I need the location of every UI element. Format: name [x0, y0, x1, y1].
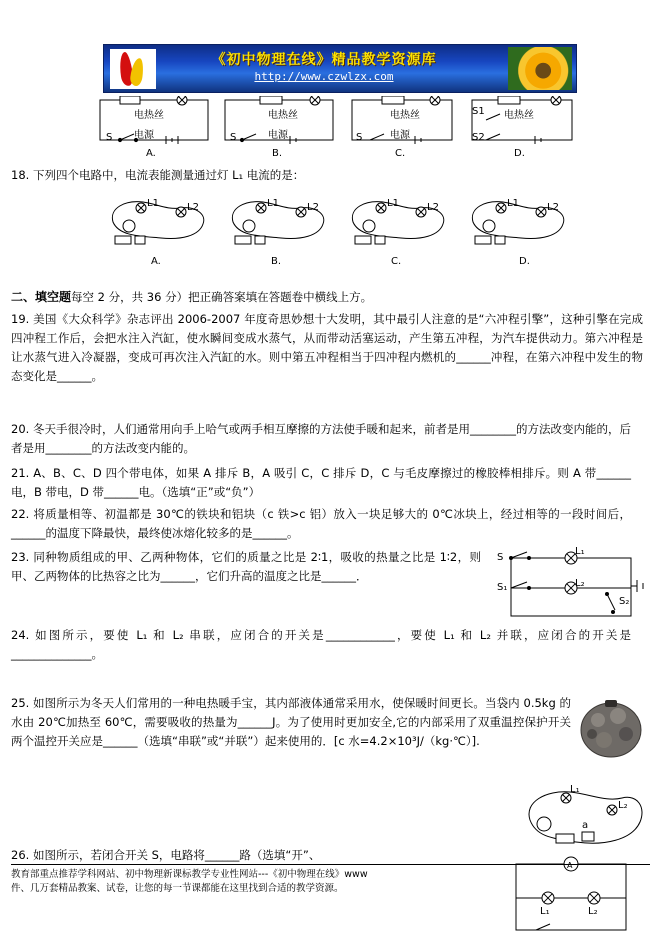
question-24-number: 24. — [11, 628, 30, 642]
figure-q26-photo — [520, 780, 648, 852]
figure-label-l1-c: L1 — [387, 198, 399, 209]
figure-label-s1-q24: S₁ — [497, 582, 508, 593]
question-25-text: 如图所示为冬天人们常用的一种电热暖手宝，其内部液体通常采用水，使保暖时间更长。当袋内 0.5kg 的水由 20℃加热至 60℃，需要吸收的热量为______J。为了使用时更加安全,它的内部采用了双重温控保护开关两个温控开关应是______（选填“串联”或“并联”）起来使用的．[c 水=4.2×10³J/（kg·℃）]. — [11, 696, 571, 748]
figure-label-switch-s1-d: S1 — [472, 106, 485, 117]
figure-label-l1-q26: L₁ — [570, 784, 580, 795]
figure-label-l1-q24: L₁ — [575, 546, 585, 557]
question-19-number: 19. — [11, 312, 30, 326]
figure-label-heating-wire-b: 电热丝 — [268, 110, 298, 121]
question-26-text: 如图所示，若闭合开关 S，电路将______路（选填“开”、 — [32, 848, 321, 862]
footer-divider — [11, 864, 650, 865]
question-19 — [11, 310, 643, 386]
figure-label-a-q26: a — [582, 820, 589, 831]
figure-label-switch-s-c: S — [356, 132, 363, 143]
question-26-number: 26. — [11, 848, 30, 862]
question-23-text: 同种物质组成的甲、乙两种物体，它们的质量之比是 2∶1，吸收的热量之比是 1∶2，则甲、乙两物体的比热容之比为______，它们升高的温度之比是______． — [11, 550, 482, 583]
figure-label-l1-d: L1 — [507, 198, 519, 209]
figure-label-l1-bottom: L₁ — [540, 906, 550, 917]
figure-label-s2-q24: S₂ — [619, 596, 630, 607]
figure-label-heating-wire-d: 电热丝 — [504, 110, 534, 121]
question-24-text: 如图所示，要使 L₁ 和 L₂ 串联，应闭合的开关是____________，要使 L₁ 和 L₂ 并联，应闭合的开关是______________。 — [11, 628, 631, 661]
figure-label-l2-b: L2 — [307, 202, 319, 213]
figure-label-source-c: 电源 — [390, 130, 410, 141]
question-18-text: 下列四个电路中，电流表能测量通过灯 L₁ 电流的是： — [32, 168, 305, 182]
option-label-b-18: B. — [271, 256, 282, 267]
question-25 — [11, 694, 571, 751]
question-21-number: 21. — [11, 466, 30, 480]
question-20-text: 冬天手很冷时，人们通常用向手上哈气或两手相互摩擦的方法使手暖和起来，前者是用________的方法改变内能的，后者是用________的方法改变内能的。 — [11, 422, 632, 455]
footer-line-1: 教育部重点推荐学科网站、初中物理新课标教学专业性网站---《初中物理在线》www — [11, 869, 368, 880]
figure-label-heating-wire-c: 电热丝 — [390, 110, 420, 121]
question-23 — [11, 548, 481, 586]
option-label-c-18: C. — [391, 256, 402, 267]
page-footer — [11, 868, 651, 896]
option-label-d: D. — [514, 148, 525, 159]
figure-label-switch-s2-d: S2 — [472, 132, 485, 143]
option-label-a-18: A. — [151, 256, 161, 267]
figure-label-heating-wire: 电热丝 — [134, 110, 164, 121]
option-label-b: B. — [272, 148, 283, 159]
question-19-text: 美国《大众科学》杂志评出 2006-2007 年度奇思妙想十大发明，其中最引人注意的是“六冲程引擎”，这种引擎在完成四冲程工作后，会把水注入汽缸，使水瞬间变成水蒸气，从而带动活塞运动，产生第五冲程，为汽车提供动力。第六冲程是让水蒸气进入冷凝器，变成可再次注入汽缸的水。则中第五冲程相当于四冲程内燃机的______冲程，在第六冲程中发生的物态变化是______。 — [11, 312, 643, 383]
question-21-text: A、B、C、D 四个带电体，如果 A 排斥 B，A 吸引 C，C 排斥 D，C 与毛皮摩擦过的橡胶棒相排斥。则 A 带______电，B 带电，D 带______电。（选填“正”或“负”） — [11, 466, 631, 499]
figure-label-switch-s: S — [106, 132, 113, 143]
figure-label-l2-q24: L₂ — [575, 578, 585, 589]
figure-label-s-q24: S — [497, 552, 504, 563]
sunflower-icon — [508, 47, 572, 90]
option-label-a: A. — [146, 148, 156, 159]
banner-title: 《初中物理在线》精品教学资源库 — [211, 52, 437, 68]
question-20-number: 20. — [11, 422, 30, 436]
figure-label-l2-a: L2 — [187, 202, 199, 213]
figure-row-17 — [90, 96, 580, 148]
svg-text:A: A — [567, 861, 573, 870]
question-22 — [11, 505, 631, 543]
figure-label-l2-q26: L₂ — [618, 800, 628, 811]
question-18-number: 18. — [11, 168, 30, 182]
question-23-number: 23. — [11, 550, 30, 564]
question-21 — [11, 464, 631, 502]
question-26 — [11, 846, 511, 865]
question-24 — [11, 626, 631, 664]
figure-label-switch-s-b: S — [230, 132, 237, 143]
option-label-d-18: D. — [519, 256, 530, 267]
question-25-number: 25. — [11, 696, 30, 710]
section-desc: 每空 2 分，共 36 分）把正确答案填在答题卷中横线上方。 — [71, 290, 373, 304]
banner-url: http://www.czwlzx.com — [254, 70, 394, 83]
question-20 — [11, 420, 631, 458]
figure-label-source: 电源 — [134, 130, 154, 141]
figure-label-l1-b: L1 — [267, 198, 279, 209]
figure-label-source-b: 电源 — [268, 130, 288, 141]
handwarmer-photo — [578, 700, 644, 760]
figure-label-l2-d: L2 — [547, 202, 559, 213]
figure-row-18 — [95, 188, 575, 250]
section-header — [11, 288, 641, 307]
figure-label-l2-c: L2 — [427, 202, 439, 213]
section-title: 二、填空题 — [11, 290, 72, 304]
figure-label-l1-a: L1 — [147, 198, 159, 209]
footer-line-2: 件、几万套精品教案、试卷，让您的每一节课都能在这里找到合适的教学资源。 — [11, 883, 344, 894]
question-22-number: 22. — [11, 507, 30, 521]
flame-logo-icon — [110, 49, 156, 89]
site-banner — [103, 44, 577, 93]
option-label-c: C. — [395, 148, 406, 159]
question-18 — [11, 166, 641, 185]
question-22-text: 将质量相等、初温都是 30℃的铁块和铝块（c 铁>c 铝）放入一块足够大的 0℃冰块上，经过相等的一段时间后，______的温度下降最快，最终使冰熔化较多的是______。 — [11, 507, 631, 540]
figure-q24-circuit — [497, 548, 649, 628]
figure-label-l2-bottom: L₂ — [588, 906, 598, 917]
